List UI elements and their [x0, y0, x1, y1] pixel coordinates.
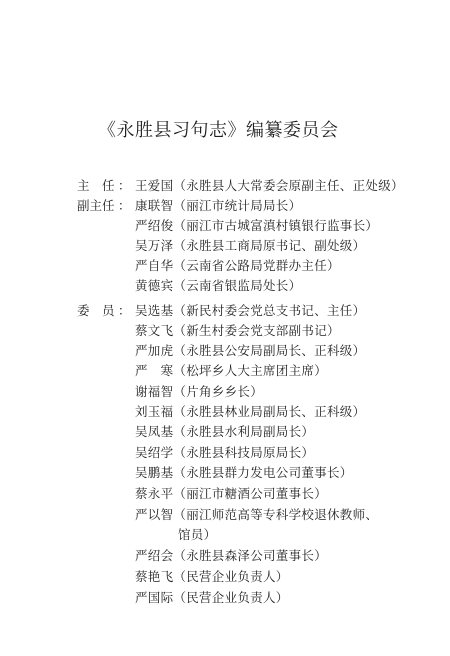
member-entry: 吴选基（新民村委会党总支书记、主任） — [135, 303, 366, 318]
member-entry: 蔡永平（丽江市糖酒公司董事长） — [135, 486, 328, 501]
deputy-director-row — [0, 196, 450, 216]
role-separator: ： — [118, 178, 131, 193]
deputy-director-entry: 严绍俊（丽江市古城富滇村镇银行监事长） — [135, 218, 379, 233]
member-entry: 严加虎（永胜县公安局副局长、正科级） — [135, 343, 366, 358]
member-entry: 严绍会（永胜县森泽公司董事长） — [135, 548, 328, 563]
member-row — [0, 321, 450, 341]
member-entry: 严以智（丽江师范高等专科学校退休教师、 — [135, 507, 379, 522]
deputy-director-entry: 吴万泽（永胜县工商局原书记、副处级） — [135, 238, 366, 253]
role-separator: ： — [118, 198, 131, 213]
member-row — [0, 422, 450, 442]
member-row — [0, 341, 450, 361]
member-entry: 吴鹏基（永胜县群力发电公司董事长） — [135, 465, 353, 480]
role-label-members: 委 员 — [77, 303, 115, 318]
member-row — [0, 402, 450, 422]
member-entry: 谢福智（片角乡乡长） — [135, 384, 264, 399]
page-title: 《永胜县习句志》编纂委员会 — [98, 120, 339, 141]
member-row — [0, 443, 450, 463]
role-label-director: 主 任 — [77, 178, 115, 193]
member-entry: 严国际（民营企业负责人） — [135, 590, 289, 605]
deputy-director-row — [0, 236, 450, 256]
deputy-director-entry: 康联智（丽江市统计局局长） — [135, 198, 302, 213]
member-entry: 吴绍学（永胜县科技局原局长） — [135, 445, 315, 460]
deputy-director-entry: 黄德宾（云南省银监局处长） — [135, 278, 302, 293]
member-row — [0, 505, 450, 525]
member-row — [0, 361, 450, 381]
member-entry: 蔡文飞（新生村委会党支部副书记） — [135, 323, 340, 338]
role-separator: ： — [118, 303, 131, 318]
member-entry: 吴凤基（永胜县水利局副局长） — [135, 424, 315, 439]
member-row — [0, 546, 450, 566]
member-row — [0, 301, 450, 321]
member-entry: 严 寒（松坪乡人大主席团主席） — [135, 363, 328, 378]
deputy-director-row — [0, 216, 450, 236]
role-label-deputy-director: 副主任 — [77, 198, 115, 213]
director-row — [0, 176, 450, 196]
director-entry: 王爱国（永胜县人大常委会原副主任、正处级） — [135, 178, 404, 193]
member-entry-continuation: 馆员） — [178, 527, 217, 542]
deputy-director-row — [0, 276, 450, 296]
member-entry: 刘玉福（永胜县林业局副局长、正科级） — [135, 404, 366, 419]
member-row-continuation — [0, 525, 450, 545]
deputy-director-row — [0, 256, 450, 276]
member-row — [0, 567, 450, 587]
member-row — [0, 588, 450, 608]
member-entry: 蔡艳飞（民营企业负责人） — [135, 569, 289, 584]
member-row — [0, 463, 450, 483]
member-row — [0, 484, 450, 504]
deputy-director-entry: 严自华（云南省公路局党群办主任） — [135, 258, 340, 273]
member-row — [0, 382, 450, 402]
